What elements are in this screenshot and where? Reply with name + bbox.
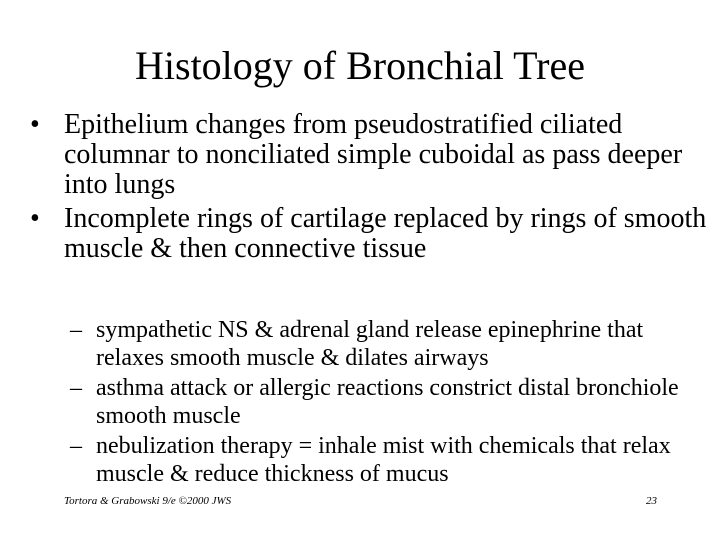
sub-bullet-text: nebulization therapy = inhale mist with chemicals that relax muscle & reduce thickness of mucus xyxy=(96,433,671,487)
bullet-text: Incomplete rings of cartilage replaced by rings of smooth muscle & then connective tissue xyxy=(64,203,707,264)
slide-title: Histology of Bronchial Tree xyxy=(135,43,585,88)
sub-bullet-item xyxy=(70,316,710,372)
footer-credit: Tortora & Grabowski 9/e ©2000 JWS xyxy=(64,495,232,507)
sub-bullet-item xyxy=(70,432,710,488)
dash-marker: – xyxy=(70,433,82,459)
bullet-marker: • xyxy=(30,109,40,140)
sub-bullet-list xyxy=(70,316,710,490)
bullet-item xyxy=(30,110,710,200)
bullet-item xyxy=(30,204,710,264)
bullet-list xyxy=(30,110,710,268)
dash-marker: – xyxy=(70,317,82,343)
sub-bullet-item xyxy=(70,374,710,430)
sub-bullet-text: sympathetic NS & adrenal gland release epinephrine that relaxes smooth muscle & dilates airways xyxy=(96,317,644,371)
page-number: 23 xyxy=(646,495,657,507)
sub-bullet-text: asthma attack or allergic reactions constrict distal bronchiole smooth muscle xyxy=(96,375,679,429)
bullet-text: Epithelium changes from pseudostratified ciliated columnar to nonciliated simple cuboidal as pass deeper into lungs xyxy=(64,109,683,200)
bullet-marker: • xyxy=(30,203,40,234)
dash-marker: – xyxy=(70,375,82,401)
